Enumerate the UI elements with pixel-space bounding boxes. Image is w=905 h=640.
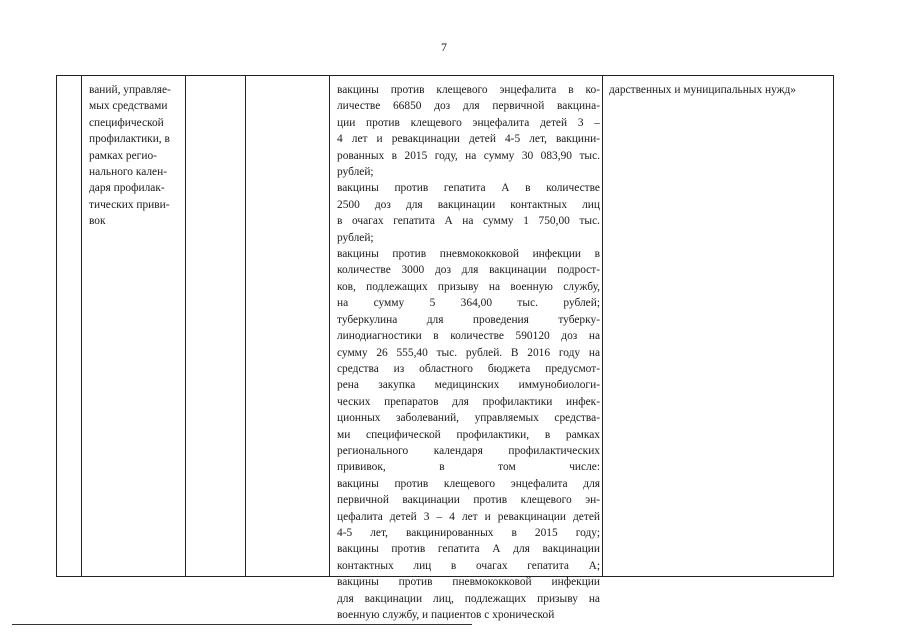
cell-legal-reference [609, 82, 796, 98]
text-line: линодиагностики в количестве 590120 доз на [337, 330, 600, 343]
text-line: ческих препаратов для профилактики инфек- [337, 395, 600, 408]
text-line: вок [89, 215, 106, 228]
document-table [56, 75, 834, 621]
text-line: 4-5 лет, вакцинированных в 2015 году; [337, 526, 600, 539]
page-number: 7 [441, 40, 447, 54]
scan-edge-line [12, 624, 472, 625]
text-line: количестве 3000 доз для вакцинации подрост- [337, 264, 600, 277]
text-line: регионального календаря профилактических [337, 444, 600, 457]
text-line: нального кален- [89, 166, 167, 179]
text-line: вакцины против пневмококковой инфекции [337, 576, 600, 589]
text-line: вакцины против гепатита А для вакцинации [337, 543, 600, 556]
column-divider [81, 76, 82, 576]
text-line: цефалита детей 3 – 4 лет и ревакцинации детей [337, 510, 600, 523]
text-line: ционных заболеваний, управляемых средства- [337, 412, 600, 425]
text-line: на сумму 5 364,00 тыс. рублей; [337, 297, 600, 310]
text-line: сумму 26 555,40 тыс. рублей. В 2016 году на [337, 346, 600, 359]
column-divider [329, 76, 330, 576]
text-line: профилактики, в [89, 133, 170, 146]
column-divider [245, 76, 246, 576]
text-line: даря профилак- [89, 182, 165, 195]
text-line: контактных лиц в очагах гепатита А; [337, 559, 600, 572]
column-divider [185, 76, 186, 576]
text-line: ков, подлежащих призыву на военную службу, [337, 280, 600, 293]
text-line: вакцины против гепатита А в количестве [337, 182, 600, 195]
text-line: 2500 доз для вакцинации контактных лиц [337, 198, 600, 211]
text-line: прививок, в том числе: [337, 461, 600, 474]
text-line: рублей; [337, 166, 374, 179]
text-line: вакцины против пневмококковой инфекции в [337, 248, 600, 261]
text-line: вакцины против клещевого энцефалита для [337, 477, 600, 490]
cell-vaccine-procurement [337, 82, 600, 623]
text-line: рованных в 2015 году, на сумму 30 083,90 тыс. [337, 149, 600, 162]
text-line: мых средствами [89, 100, 168, 113]
text-line: рублей; [337, 231, 374, 244]
text-line: дарственных и муниципальных нужд» [609, 84, 796, 96]
text-line: вакцины против клещевого энцефалита в ко- [337, 84, 600, 96]
text-line: туберкулина для проведения туберку- [337, 313, 600, 326]
text-line: для вакцинации лиц, подлежащих призыву на [337, 592, 600, 605]
text-line: в очагах гепатита А на сумму 1 750,00 тыс. [337, 215, 600, 228]
text-line: рена закупка медицинских иммунобиологи- [337, 379, 600, 392]
text-line: рамках регио- [89, 149, 157, 162]
cell-disease-groups [89, 82, 171, 230]
column-divider [602, 76, 603, 576]
text-line: первичной вакцинации против клещевого эн- [337, 494, 600, 507]
text-line: ваний, управляе- [89, 84, 171, 96]
text-line: 4 лет и ревакцинации детей 4-5 лет, вакцини- [337, 133, 600, 146]
text-line: личестве 66850 доз для первичной вакцина- [337, 100, 600, 113]
text-line: специфической [89, 116, 164, 129]
text-line: тических приви- [89, 198, 170, 211]
text-line: ции против клещевого энцефалита детей 3 – [337, 116, 600, 129]
text-line: средства из областного бюджета предусмот- [337, 362, 600, 375]
text-line: военную службу, и пациентов с хронической [337, 609, 555, 621]
text-line: ми специфической профилактики, в рамках [337, 428, 600, 441]
